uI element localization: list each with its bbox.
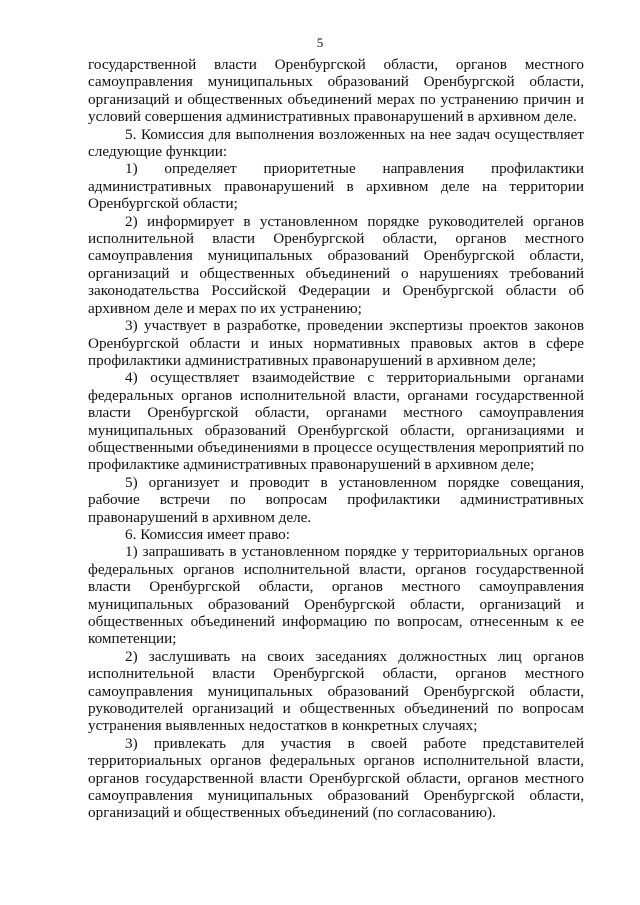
paragraph-right-1: 1) запрашивать в установленном порядке у территориальных органов федеральных органов исполнительной власти, органов государственной власти Оренбургской области, органов местного самоуправления муниципальных образований Оренбургской области, организаций и общественных объединений информацию по вопросам, отнесенным к ее компетенции; [88, 543, 584, 648]
paragraph-item-6: 6. Комиссия имеет право: [125, 525, 290, 543]
paragraph-function-4: 4) осуществляет взаимодействие с территориальными органами федеральных органов исполнительной власти, органами государственной власти Оренбургской области, органами местного самоуправления муниципальных образований Оренбургской области, организациями и общественными объединениями в процессе осуществления мероприятий по профилактике административных правонарушений в архивном деле; [88, 369, 584, 474]
paragraph-function-5: 5) организует и проводит в установленном порядке совещания, рабочие встречи по вопросам профилактики административных правонарушений в архивном деле. [88, 473, 584, 526]
paragraph-function-3: 3) участвует в разработке, проведении экспертизы проектов законов Оренбургской области и иных нормативных правовых актов в сфере профилактики административных правонарушений в архивном деле; [88, 317, 584, 369]
paragraph-function-2: 2) информирует в установленном порядке руководителей органов исполнительной власти Оренбургской области, органов местного самоуправления муниципальных образований Оренбургской области, организаций и общественных объединений о нарушениях требований законодательства Российской Федерации и Оренбургской области об архивном деле и мерах по их устранению; [88, 212, 584, 317]
paragraph-continuation: государственной власти Оренбургской области, органов местного самоуправления муниципальных образований Оренбургской области, организаций и общественных объединений мерах по устранению причин и условий совершения административных правонарушений в архивном деле. [88, 56, 584, 126]
paragraph-right-3: 3) привлекать для участия в своей работе представителей территориальных органов федеральных органов исполнительной власти, органов государственной власти Оренбургской области, органов местного самоуправления муниципальных образований Оренбургской области, организаций и общественных объединений (по согласованию). [88, 734, 584, 822]
paragraph-right-2: 2) заслушивать на своих заседаниях должностных лиц органов исполнительной власти Оренбургской области, органов местного самоуправления муниципальных образований Оренбургской области, руководителей организаций и общественных объединений по вопросам устранения выявленных недостатков в конкретных случаях; [88, 647, 584, 735]
page-number: 5 [316, 35, 324, 50]
paragraph-function-1: 1) определяет приоритетные направления профилактики административных правонарушений в архивном деле на территории Оренбургской области; [88, 160, 584, 213]
document-body [88, 56, 584, 822]
paragraph-item-5: 5. Комиссия для выполнения возложенных на нее задач осуществляет следующие функции: [88, 125, 584, 161]
